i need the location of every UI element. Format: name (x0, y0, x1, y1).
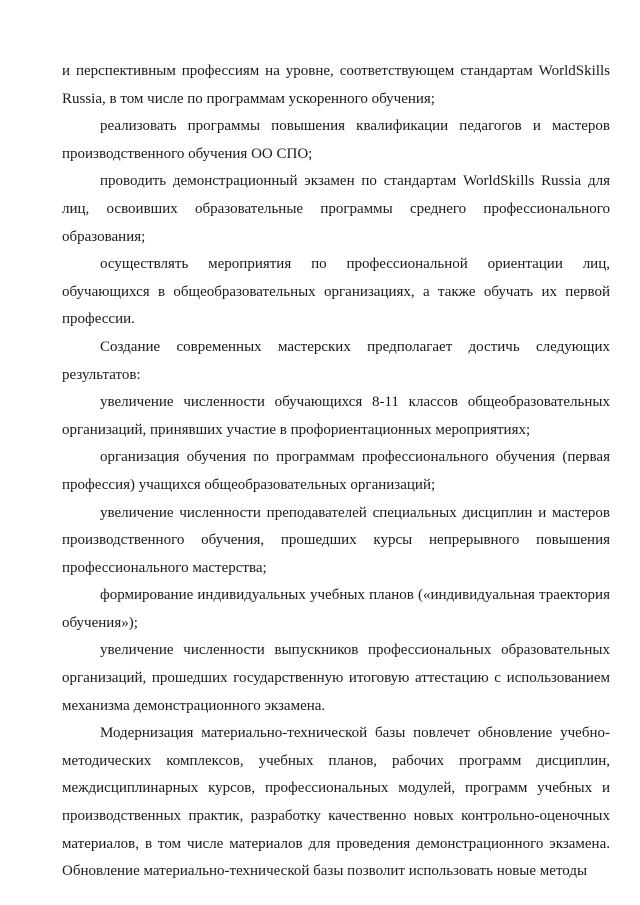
paragraph-modernization: Модернизация материально-технической базы повлечет обновление учебно-методических комплексов, учебных планов, рабочих программ дисциплин, междисциплинарных курсов, профессиональных модулей, программ учебных и производственных практик, разработку качественно новых контрольно-оценочных материалов, в том числе материалов для проведения демонстрационного экзамена. Обновление материально-технической базы позволит использовать новые методы (62, 725, 610, 880)
paragraph-demo-exam: проводить демонстрационный экзамен по стандартам WorldSkills Russia для лиц, освоивших образовательные программы среднего профессионального образования; (62, 173, 610, 245)
document-body (62, 58, 610, 886)
paragraph-qualification-programs: реализовать программы повышения квалификации педагогов и мастеров производственного обучения ОО СПО; (62, 118, 610, 162)
paragraph-results-intro: Создание современных мастерских предполагает достичь следующих результатов: (62, 338, 610, 383)
paragraph-continuation: и перспективным профессиям на уровне, соответствующем стандартам WorldSkills Russia, в том числе по программам ускоренного обучения; (62, 63, 610, 107)
paragraph-result-plans: формирование индивидуальных учебных планов («индивидуальная траектория обучения»); (62, 587, 610, 631)
paragraph-result-students: увеличение численности обучающихся 8-11 классов общеобразовательных организаций, принявших участие в профориентационных мероприятиях; (62, 394, 610, 438)
paragraph-result-teachers: увеличение численности преподавателей специальных дисциплин и мастеров производственного обучения, прошедших курсы непрерывного повышения профессионального мастерства; (62, 504, 610, 576)
paragraph-result-training: организация обучения по программам профессионального обучения (первая профессия) учащихся общеобразовательных организаций; (62, 449, 610, 493)
paragraph-career-guidance: осуществлять мероприятия по профессиональной ориентации лиц, обучающихся в общеобразовательных организациях, а также обучать их первой профессии. (62, 256, 610, 328)
paragraph-result-graduates: увеличение численности выпускников профессиональных образовательных организаций, прошедших государственную итоговую аттестацию с использованием механизма демонстрационного экзамена. (62, 642, 610, 714)
